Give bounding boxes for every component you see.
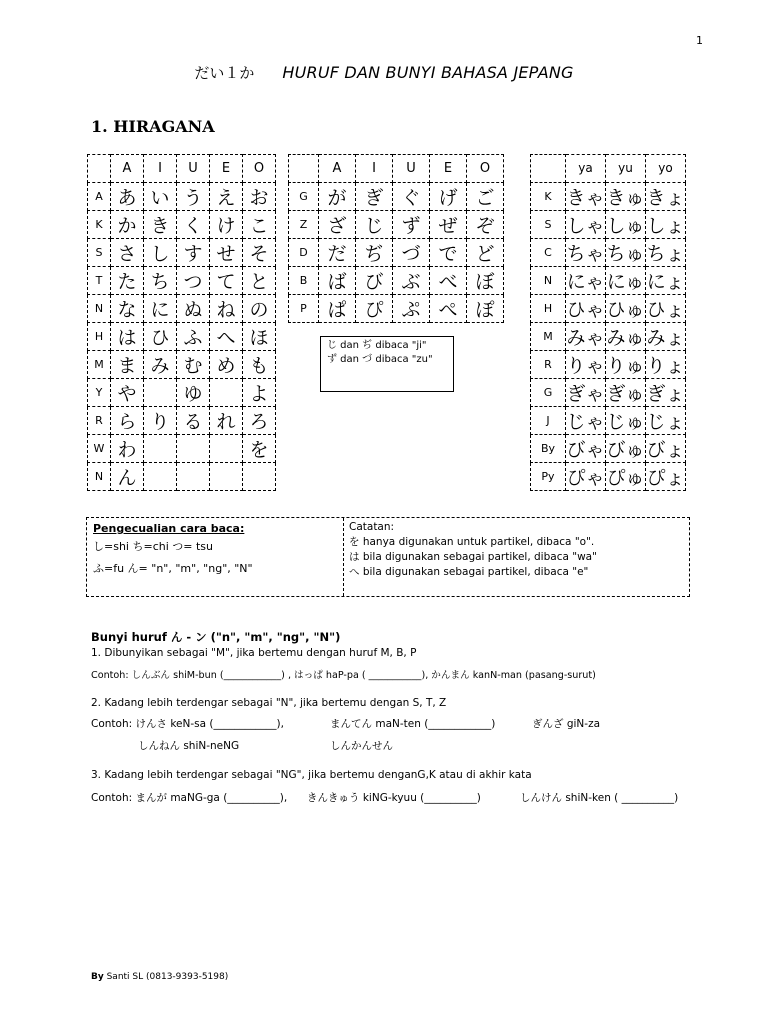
bunyi-point: 3. Kadang lebih terdengar sebagai "NG", jika bertemu denganG,K atau di akhir kata: [91, 769, 532, 781]
kana-cell: りゃ: [566, 350, 606, 378]
kana-cell: て: [210, 266, 243, 294]
table-row: [531, 210, 686, 238]
bunyi-example: きんきゅう kiNG-kyuu (__________): [307, 792, 481, 804]
bunyi-example: しんけん shiN-ken ( __________): [520, 792, 679, 804]
kana-cell: [210, 378, 243, 406]
table-row: [88, 406, 276, 434]
kana-cell: よ: [243, 378, 276, 406]
kana-cell: し: [144, 238, 177, 266]
table-row: [531, 182, 686, 210]
kana-cell: [144, 434, 177, 462]
kana-cell: ば: [319, 266, 356, 294]
table-row: [88, 238, 276, 266]
row-label: H: [88, 322, 111, 350]
kana-cell: きゅ: [606, 182, 646, 210]
column-header: E: [430, 155, 467, 183]
row-label: K: [88, 210, 111, 238]
row-label: M: [531, 322, 566, 350]
kana-cell: ぴょ: [646, 462, 686, 490]
table-row: [531, 378, 686, 406]
table-row: [88, 322, 276, 350]
kana-cell: り: [144, 406, 177, 434]
kana-cell: [177, 462, 210, 490]
notes-line: は bila digunakan sebagai partikel, dibaca "wa": [349, 551, 597, 563]
kana-cell: [177, 434, 210, 462]
table-row: [531, 294, 686, 322]
kana-cell: みゅ: [606, 322, 646, 350]
kana-cell: あ: [111, 182, 144, 210]
kana-cell: い: [144, 182, 177, 210]
kana-cell: ひょ: [646, 294, 686, 322]
row-label: S: [531, 210, 566, 238]
notes-heading: Catatan:: [349, 521, 395, 533]
exceptions-line: し=shi ち=chi つ= tsu: [93, 540, 213, 553]
row-label: C: [531, 238, 566, 266]
row-label: P: [289, 294, 319, 322]
kana-cell: ん: [111, 462, 144, 490]
section-heading: 1. HIRAGANA: [91, 117, 215, 136]
kana-cell: は: [111, 322, 144, 350]
kana-cell: りょ: [646, 350, 686, 378]
footer: [91, 972, 228, 982]
footer-by: By: [91, 972, 104, 982]
note-box: [320, 336, 454, 392]
bunyi-heading: Bunyi huruf ん - ン ("n", "m", "ng", "N"): [91, 630, 341, 644]
row-label: W: [88, 434, 111, 462]
kana-cell: か: [111, 210, 144, 238]
kana-cell: で: [430, 238, 467, 266]
row-label: By: [531, 434, 566, 462]
column-header: O: [467, 155, 504, 183]
row-label: N: [531, 266, 566, 294]
table-row: [289, 182, 504, 210]
notes-section: [349, 520, 685, 580]
notes-line: へ bila digunakan sebagai partikel, dibaca "e": [349, 566, 589, 578]
table-header-row: [289, 155, 504, 183]
kana-cell: せ: [210, 238, 243, 266]
kana-cell: ざ: [319, 210, 356, 238]
kana-cell: ぞ: [467, 210, 504, 238]
kana-cell: ど: [467, 238, 504, 266]
kana-cell: きょ: [646, 182, 686, 210]
kana-cell: れ: [210, 406, 243, 434]
kana-cell: う: [177, 182, 210, 210]
row-label: A: [88, 182, 111, 210]
table-row: [289, 210, 504, 238]
kana-cell: ぴ: [356, 294, 393, 322]
kana-cell: ぎょ: [646, 378, 686, 406]
row-label: R: [531, 350, 566, 378]
kana-cell: びゅ: [606, 434, 646, 462]
bunyi-example: しんかんせん: [330, 740, 393, 752]
exceptions-box: [86, 517, 690, 597]
row-label: G: [289, 182, 319, 210]
row-label: H: [531, 294, 566, 322]
kana-cell: く: [177, 210, 210, 238]
bunyi-example: Contoh: けんさ keN-sa (____________),: [91, 718, 284, 730]
kana-cell: きゃ: [566, 182, 606, 210]
row-label: M: [88, 350, 111, 378]
divider: [343, 518, 344, 596]
table-row: [88, 350, 276, 378]
column-header: E: [210, 155, 243, 183]
kana-cell: づ: [393, 238, 430, 266]
table-row: [531, 238, 686, 266]
kana-cell: ひゃ: [566, 294, 606, 322]
kana-cell: の: [243, 294, 276, 322]
table-row: [531, 406, 686, 434]
table-row: [531, 322, 686, 350]
kana-cell: しゃ: [566, 210, 606, 238]
table-row: [531, 266, 686, 294]
table-row: [88, 294, 276, 322]
table-row: [88, 266, 276, 294]
kana-cell: お: [243, 182, 276, 210]
column-header: [289, 155, 319, 183]
table-row: [88, 210, 276, 238]
kana-cell: を: [243, 434, 276, 462]
column-header: O: [243, 155, 276, 183]
column-header: [531, 155, 566, 183]
kana-cell: さ: [111, 238, 144, 266]
kana-cell: じ: [356, 210, 393, 238]
footer-author: Santi SL (0813-9393-5198): [103, 972, 229, 982]
kana-cell: と: [243, 266, 276, 294]
kana-cell: しょ: [646, 210, 686, 238]
kana-cell: ろ: [243, 406, 276, 434]
kana-cell: [144, 462, 177, 490]
row-label: K: [531, 182, 566, 210]
kana-cell: [210, 434, 243, 462]
row-label: R: [88, 406, 111, 434]
bunyi-example: ぎんざ giN-za: [532, 718, 601, 730]
kana-cell: しゅ: [606, 210, 646, 238]
kana-cell: す: [177, 238, 210, 266]
kana-cell: ぼ: [467, 266, 504, 294]
kana-cell: みゃ: [566, 322, 606, 350]
table-row: [88, 462, 276, 490]
kana-cell: ま: [111, 350, 144, 378]
kana-cell: わ: [111, 434, 144, 462]
kana-cell: ちょ: [646, 238, 686, 266]
bunyi-example: Contoh: しんぶん shiM-bun (____________) , はっぱ haP-pa ( ___________), かんまん kanN-man (pasang-surut): [91, 670, 596, 681]
kana-cell: ぺ: [430, 294, 467, 322]
kana-cell: き: [144, 210, 177, 238]
kana-cell: ず: [393, 210, 430, 238]
kana-cell: け: [210, 210, 243, 238]
kana-cell: ね: [210, 294, 243, 322]
row-label: J: [531, 406, 566, 434]
kana-cell: [210, 462, 243, 490]
kana-cell: へ: [210, 322, 243, 350]
hiragana-youon-table: [530, 154, 686, 491]
kana-cell: た: [111, 266, 144, 294]
bunyi-example: まんてん maN-ten (____________): [330, 718, 496, 730]
page-title: [0, 62, 768, 83]
row-label: Py: [531, 462, 566, 490]
table-row: [88, 378, 276, 406]
kana-cell: も: [243, 350, 276, 378]
kana-cell: み: [144, 350, 177, 378]
table-header-row: [88, 155, 276, 183]
kana-cell: ぬ: [177, 294, 210, 322]
kana-cell: じゃ: [566, 406, 606, 434]
kana-cell: つ: [177, 266, 210, 294]
kana-cell: べ: [430, 266, 467, 294]
kana-cell: ぎゃ: [566, 378, 606, 406]
row-label: Y: [88, 378, 111, 406]
page-number: 1: [696, 34, 703, 47]
column-header: A: [319, 155, 356, 183]
note-line: ず dan づ dibaca "zu": [327, 354, 433, 365]
row-label: D: [289, 238, 319, 266]
kana-cell: や: [111, 378, 144, 406]
kana-cell: ぐ: [393, 182, 430, 210]
bunyi-point: 2. Kadang lebih terdengar sebagai "N", jika bertemu dengan S, T, Z: [91, 697, 447, 709]
exceptions-heading: Pengecualian cara baca:: [93, 522, 245, 535]
exceptions-line: ふ=fu ん= "n", "m", "ng", "N": [93, 562, 253, 575]
kana-cell: ぱ: [319, 294, 356, 322]
bunyi-example: しんねん shiN-neNG: [138, 740, 240, 752]
row-label: S: [88, 238, 111, 266]
column-header: ya: [566, 155, 606, 183]
kana-cell: ぶ: [393, 266, 430, 294]
table-header-row: [531, 155, 686, 183]
note-line: じ dan ぢ dibaca "ji": [327, 340, 427, 351]
kana-cell: る: [177, 406, 210, 434]
kana-cell: ちゃ: [566, 238, 606, 266]
column-header: yo: [646, 155, 686, 183]
kana-cell: え: [210, 182, 243, 210]
kana-cell: が: [319, 182, 356, 210]
column-header: U: [177, 155, 210, 183]
row-label: G: [531, 378, 566, 406]
hiragana-dakuon-table: [288, 154, 504, 323]
bunyi-example: Contoh: まんが maNG-ga (__________),: [91, 792, 288, 804]
kana-cell: にょ: [646, 266, 686, 294]
kana-cell: ぎ: [356, 182, 393, 210]
kana-cell: び: [356, 266, 393, 294]
kana-cell: びょ: [646, 434, 686, 462]
kana-cell: ぢ: [356, 238, 393, 266]
kana-cell: じゅ: [606, 406, 646, 434]
kana-cell: ひ: [144, 322, 177, 350]
kana-cell: ゆ: [177, 378, 210, 406]
bunyi-point: 1. Dibunyikan sebagai "M", jika bertemu dengan huruf M, B, P: [91, 647, 417, 659]
kana-cell: びゃ: [566, 434, 606, 462]
table-row: [289, 294, 504, 322]
kana-cell: ほ: [243, 322, 276, 350]
kana-cell: りゅ: [606, 350, 646, 378]
kana-cell: ら: [111, 406, 144, 434]
kana-cell: [243, 462, 276, 490]
row-label: B: [289, 266, 319, 294]
lesson-label: だい１か: [194, 64, 255, 82]
kana-cell: ふ: [177, 322, 210, 350]
kana-cell: にゃ: [566, 266, 606, 294]
kana-cell: ひゅ: [606, 294, 646, 322]
kana-cell: [144, 378, 177, 406]
table-row: [531, 350, 686, 378]
kana-cell: む: [177, 350, 210, 378]
table-row: [531, 462, 686, 490]
title-main: HURUF DAN BUNYI BAHASA JEPANG: [282, 63, 574, 82]
kana-cell: だ: [319, 238, 356, 266]
row-label: N: [88, 294, 111, 322]
kana-cell: な: [111, 294, 144, 322]
kana-cell: みょ: [646, 322, 686, 350]
kana-cell: ちゅ: [606, 238, 646, 266]
kana-cell: ぽ: [467, 294, 504, 322]
kana-cell: め: [210, 350, 243, 378]
kana-cell: そ: [243, 238, 276, 266]
kana-cell: ぷ: [393, 294, 430, 322]
table-row: [531, 434, 686, 462]
hiragana-basic-table: [87, 154, 276, 491]
kana-cell: に: [144, 294, 177, 322]
table-row: [88, 182, 276, 210]
table-row: [88, 434, 276, 462]
row-label: T: [88, 266, 111, 294]
row-label: N: [88, 462, 111, 490]
kana-cell: ぜ: [430, 210, 467, 238]
column-header: I: [356, 155, 393, 183]
kana-cell: ご: [467, 182, 504, 210]
table-row: [289, 238, 504, 266]
kana-cell: ぎゅ: [606, 378, 646, 406]
column-header: I: [144, 155, 177, 183]
column-header: U: [393, 155, 430, 183]
kana-cell: じょ: [646, 406, 686, 434]
kana-cell: にゅ: [606, 266, 646, 294]
row-label: Z: [289, 210, 319, 238]
column-header: yu: [606, 155, 646, 183]
kana-cell: こ: [243, 210, 276, 238]
kana-cell: げ: [430, 182, 467, 210]
column-header: A: [111, 155, 144, 183]
kana-cell: ぴゅ: [606, 462, 646, 490]
kana-cell: ぴゃ: [566, 462, 606, 490]
exceptions-section: [93, 522, 339, 580]
kana-cell: ち: [144, 266, 177, 294]
table-row: [289, 266, 504, 294]
column-header: [88, 155, 111, 183]
notes-line: を hanya digunakan untuk partikel, dibaca "o".: [349, 536, 595, 548]
